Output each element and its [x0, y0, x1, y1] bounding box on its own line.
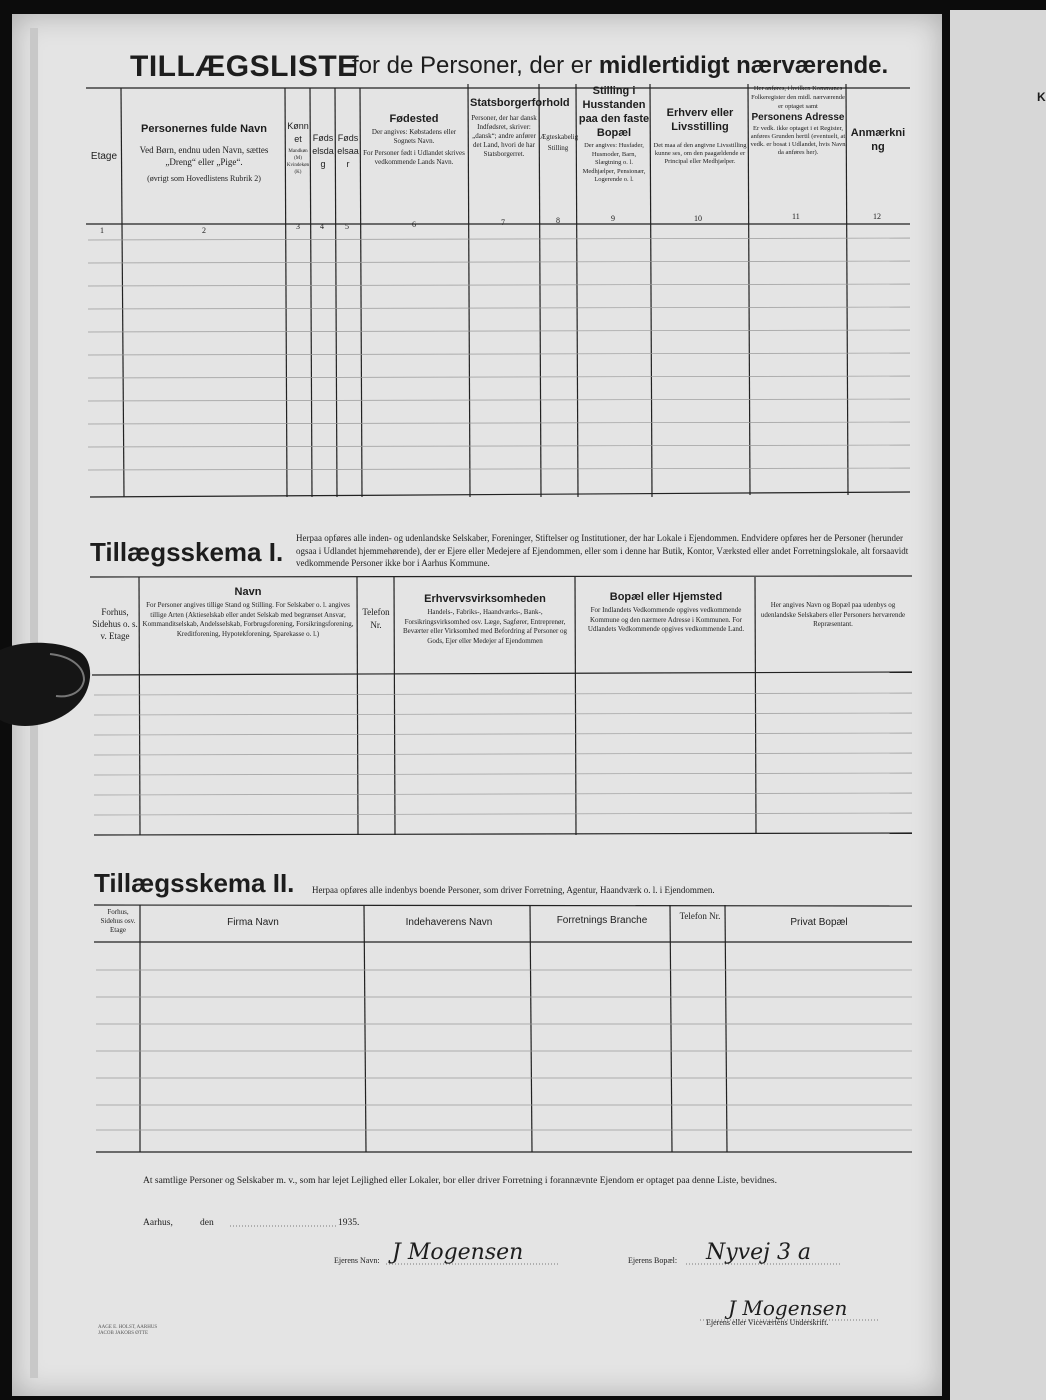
skema1-col-home: Bopæl eller Hjemsted For Indlandets Vedkommende opgives vedkommende Kommune og den nærmere Adresse i Kommunen. For Udlandets Vedkommende opgives vedkommende Land. [587, 591, 745, 633]
city-label: Aarhus, [143, 1218, 173, 1228]
col-number: 5 [345, 222, 349, 231]
signature-label: Ejerens eller Viceværtens Underskrift. [706, 1318, 829, 1327]
attestation-text: At samtlige Personer og Selskaber m. v., som har lejet Lejlighed eller Lokaler, bor eller driver Forretning i forannævnte Ejendom er optaget paa denne Liste, bevidnes. [143, 1176, 777, 1186]
main-title: TILLÆGSLISTE [130, 50, 358, 83]
skema2-col-firm: Firma Navn [227, 917, 279, 928]
skema1-col-name: Navn For Personer angives tillige Stand og Stilling. For Selskaber o. l. angives tillige Arten (Aktieselskab eller andet Selskab med begrænset Ansvar, Kommanditselskab, Andelsselskab, Forbrugsforening, Forsikringsforening, Kreditforening, Hypotekforening, Sparekasse o. l.) [142, 586, 354, 638]
col-number: 12 [873, 212, 881, 221]
skema2-description: Herpaa opføres alle indenbys boende Personer, som driver Forretning, Agentur, Haandværk o. l. i Ejendommen. [312, 885, 715, 895]
col-header-household: Stilling i Husstanden paa den faste Bopæl Der angives: Husfader, Husmoder, Barn, Slægtning o. l. Medhjælper, Pensionær, Logerende o. l. [578, 85, 650, 183]
col-header-birthplace: Fødested Der angives: Købstadens eller Sognets Navn. For Personer født i Udlandet skrives vedkommende Lands Navn. [363, 113, 465, 166]
owner-address-label: Ejerens Bopæl: [628, 1256, 678, 1265]
date-label: den [200, 1218, 214, 1228]
subtitle-bold: midlertidigt nærværende. [598, 52, 889, 79]
subtitle-text: for de Personer, der er [352, 52, 593, 79]
col-number: 7 [501, 218, 505, 227]
col-header-birthyear: Fødselsaar [337, 133, 359, 169]
printer-imprint: AAGE E. HOLST, AARHUS JACOB JAKOBS ØTTE [98, 1325, 158, 1336]
adjacent-page-letter: K [1037, 90, 1046, 104]
col-number: 11 [792, 212, 800, 221]
col-number: 8 [556, 216, 560, 225]
col-number: 6 [412, 220, 416, 229]
skema1-col-phone: Telefon Nr. [362, 607, 390, 630]
col-header-birthday: Fødselsdag [312, 133, 334, 169]
skema1-col-location: Forhus, Sidehus o. s. v. Etage [92, 607, 138, 641]
col-header-occupation: Erhverv eller Livsstilling Det maa af den angivne Livsstilling kunne ses, om den paagældende er Principal eller Medhjælper. [653, 107, 747, 165]
col-number: 9 [611, 214, 615, 223]
skema2-col-branch: Forretnings Branche [556, 915, 648, 926]
skema1-col-representative: Her angives Navn og Bopæl paa udenbys og udenlandske Selskabers eller Personers herværende Repræsentant. [760, 601, 906, 628]
skema1-col-business: Erhvervsvirksomheden Handels-, Fabriks-, Haandværks-, Bank-, Forsikringsvirksomhed osv. Læge, Sagfører, Entreprenør, Beværter eller Virksomhed med Befordring af Personer og Gods, Ejer eller Medejer af Ejendommen [402, 593, 568, 645]
skema2-col-phone: Telefon Nr. [679, 911, 721, 921]
skema2-col-owner: Indehaverens Navn [405, 917, 493, 928]
col-header-address: Her anføres, i hvilken Kommunes Folkeregister den midl. nærværende er optaget samt Personens Adresse Er vedk. ikke optaget i et Register, anføres Grunden hertil (eventuelt, at vedk. er bosat i Udlandet, hvis Navn da anføres her). [750, 85, 846, 156]
skema2-title: Tillægsskema II. [94, 868, 295, 898]
col-number: 2 [202, 226, 206, 235]
skema2-col-location: Forhus, Sidehus osv. Etage [100, 908, 136, 934]
col-number: 4 [320, 222, 324, 231]
skema1-title: Tillægsskema I. [90, 537, 284, 567]
skema1-description: Herpaa opføres alle inden- og udenlandske Selskaber, Foreninger, Stiftelser og Institutioner, der har Lokale i Ejendommen. Endvidere opføres her de Personer (herunder ogsaa i Udlandet hjemmehørende), der er Ejere eller Medejere af Ejendommen, eller som i denne har Butik, Kontor, Værksted eller andet Forretningslokale, alt forsaavidt vedkommende Personer ikke bor i Aarhus Kommune. [296, 533, 909, 568]
col-header-marital: Ægteskabelig Stilling [540, 133, 579, 152]
owner-name-label: Ejerens Navn: [334, 1256, 380, 1265]
owner-address-value: Nyvej 3 a [706, 1240, 812, 1265]
signature-value: J Mogensen [728, 1296, 848, 1320]
col-number: 3 [296, 222, 300, 231]
owner-name-value: J Mogensen [392, 1240, 524, 1265]
col-number: 1 [100, 226, 104, 235]
col-header-name: Personernes fulde Navn Ved Børn, endnu uden Navn, sættes „Dreng“ eller „Pige“. (øvrigt som Hovedlistens Rubrik 2) [139, 123, 269, 183]
col-header-etage: Etage [90, 151, 118, 162]
year-label: 1935. [338, 1218, 360, 1228]
col-header-citizenship: Statsborgerforhold Personer, der har dansk Indfødsret, skriver: „dansk“; andre anfører det Land, hvori de har Statsborgerret. [470, 97, 570, 158]
col-number: 10 [694, 214, 702, 223]
col-header-gender: Kønnet Mandkøn (M) Kvindekøn (K) [286, 121, 310, 175]
col-header-remarks: Anmærkning [850, 127, 906, 153]
thumb-shape [0, 640, 95, 730]
skema2-col-private: Privat Bopæl [790, 917, 848, 928]
